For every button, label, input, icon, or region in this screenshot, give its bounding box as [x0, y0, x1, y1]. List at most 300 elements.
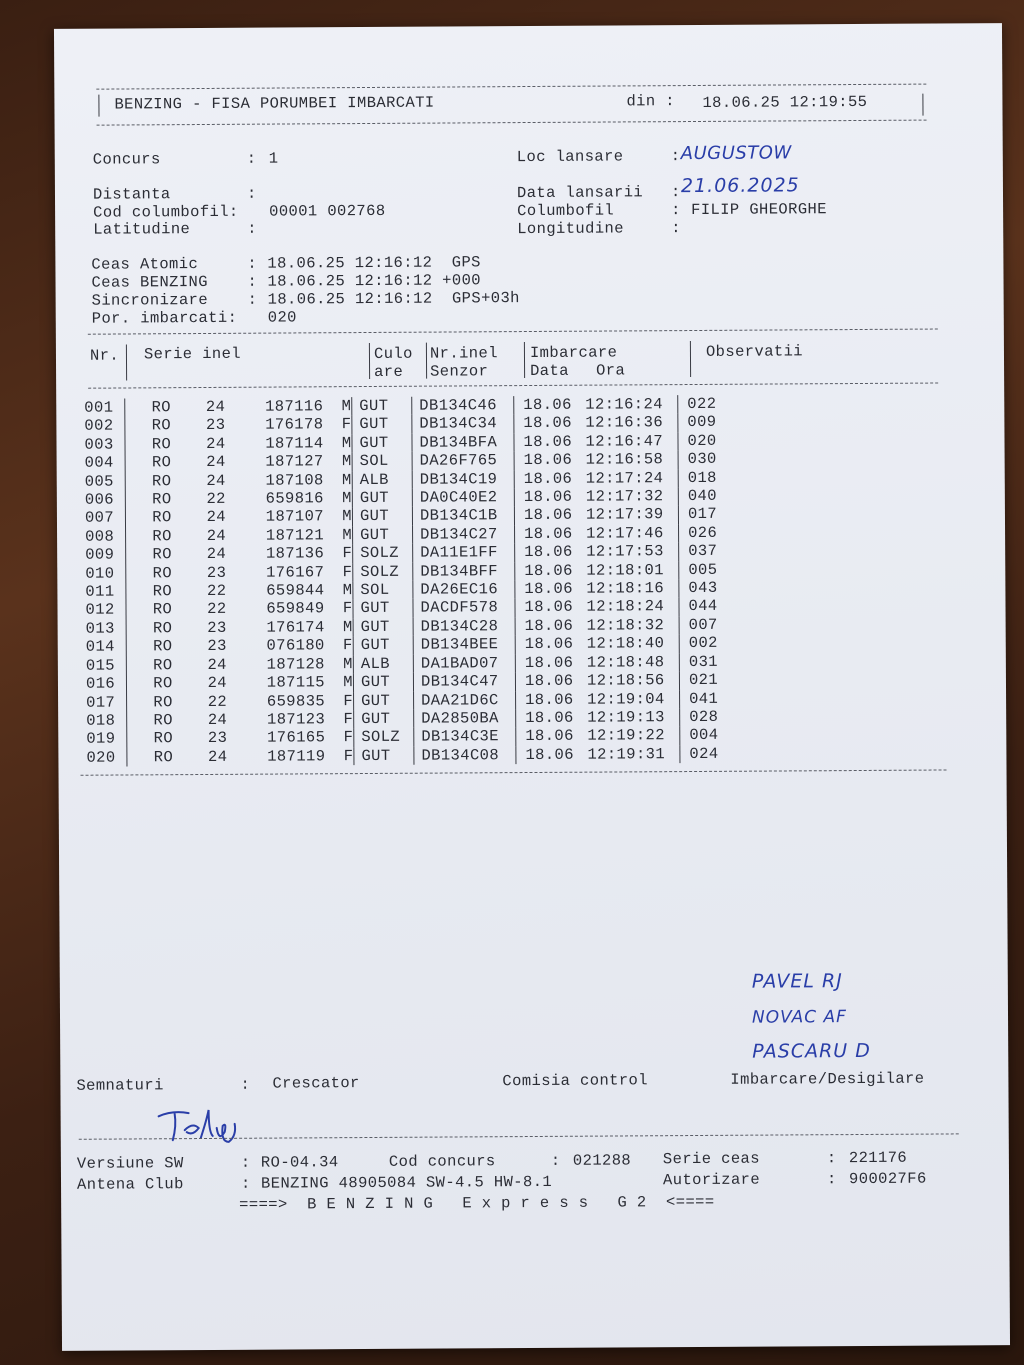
- cell-inel: 187123: [266, 710, 326, 729]
- col-divider-3: [426, 343, 427, 379]
- row-divider: [125, 398, 142, 417]
- cell-sex: M: [341, 433, 352, 452]
- ceas-benzing-label: Ceas BENZING: [91, 272, 208, 292]
- cell-inel: 187107: [265, 507, 325, 527]
- cell-sex: F: [343, 746, 354, 765]
- cod-columbofil-label: Cod columbofil:: [93, 202, 239, 222]
- cell-nr: 019: [86, 729, 116, 749]
- row-divider: [126, 619, 143, 638]
- cell-data: 18.06: [523, 432, 573, 451]
- cell-data: 18.06: [524, 561, 573, 580]
- cell-nr: 002: [84, 416, 114, 436]
- cell-data: 18.06: [524, 579, 573, 599]
- col-data: Data: [530, 361, 569, 381]
- cell-culoare: GUT: [360, 672, 391, 692]
- col-divider-2: [369, 343, 370, 379]
- versiune-value: RO-04.34: [260, 1153, 339, 1172]
- cell-obs: 004: [689, 726, 719, 745]
- cell-obs: 044: [688, 597, 718, 616]
- distanta-label: Distanta: [92, 185, 171, 204]
- cell-an: 23: [207, 729, 228, 748]
- latitudine-label: Latitudine: [93, 220, 191, 239]
- col-imbarcare: Imbarcare: [529, 343, 618, 363]
- cod-concurs-value: 021288: [572, 1151, 632, 1170]
- cell-tara: RO: [152, 527, 172, 546]
- col-ora: Ora: [596, 361, 626, 380]
- cell-sex: M: [342, 507, 353, 526]
- cell-data: 18.06: [523, 395, 572, 415]
- cell-ora: 12:17:46: [586, 524, 664, 543]
- cod-concurs-colon: :: [550, 1151, 561, 1170]
- row-divider: [125, 472, 142, 491]
- row-divider: [126, 527, 143, 546]
- header-bottom-rule: [97, 120, 927, 126]
- pigeon-table: [84, 395, 729, 767]
- cell-data: 18.06: [523, 414, 572, 433]
- cell-nr: 003: [84, 435, 114, 454]
- cell-sex: M: [341, 470, 352, 489]
- autorizare-colon: :: [826, 1170, 837, 1189]
- ceas-benzing-colon: :: [247, 272, 258, 291]
- cell-sex: M: [342, 525, 353, 544]
- cell-culoare: GUT: [360, 525, 390, 544]
- cell-ora: 12:18:24: [586, 597, 665, 617]
- cell-tara: RO: [152, 563, 173, 582]
- cell-ora: 12:16:24: [585, 395, 663, 414]
- cell-data: 18.06: [525, 708, 574, 727]
- semnaturi-label: Semnaturi: [76, 1076, 164, 1095]
- cell-senzor: DB134C19: [419, 469, 498, 489]
- cell-data: 18.06: [524, 598, 574, 617]
- cell-nr: 010: [85, 564, 115, 583]
- cell-inel: 659849: [266, 599, 325, 619]
- cell-sex: F: [343, 709, 354, 729]
- cell-tara: RO: [152, 619, 173, 638]
- cell-ora: 12:16:36: [585, 413, 664, 433]
- table-row: [86, 745, 729, 767]
- cell-senzor: DA0C40E2: [419, 488, 498, 507]
- cell-nr: 018: [86, 711, 116, 730]
- cell-culoare: GUT: [359, 415, 389, 434]
- col-serie: Serie inel: [143, 344, 242, 364]
- cell-tara: RO: [153, 655, 173, 675]
- cell-culoare: SOLZ: [360, 544, 400, 563]
- versiune-label: Versiune SW: [76, 1154, 184, 1173]
- data-lansarii-handwritten: 21.06.2025: [680, 174, 800, 198]
- cell-an: 24: [206, 471, 226, 490]
- cell-senzor: DB134C27: [420, 525, 498, 544]
- row-divider: [125, 417, 142, 436]
- cell-culoare: GUT: [361, 746, 391, 765]
- cell-data: 18.06: [524, 671, 574, 691]
- benzing-banner: ====> B E N Z I N G E x p r e s s G 2 <====: [239, 1192, 715, 1214]
- semnaturi-colon: :: [240, 1075, 251, 1094]
- crescator-signature: [153, 1102, 253, 1153]
- cell-inel: 187136: [265, 544, 325, 563]
- cell-sex: F: [342, 599, 353, 618]
- row-divider: [126, 564, 143, 583]
- cell-ora: 12:18:40: [586, 634, 665, 653]
- cell-an: 24: [206, 526, 227, 545]
- cell-nr: 015: [85, 656, 116, 675]
- cell-culoare: SOL: [360, 580, 390, 600]
- cell-senzor: DA1BAD07: [420, 653, 499, 673]
- cell-an: 23: [205, 416, 226, 435]
- cell-culoare: GUT: [359, 488, 390, 508]
- cell-nr: 004: [84, 453, 114, 472]
- cell-ora: 12:19:13: [587, 708, 665, 727]
- imbarcare-desigilare-label: Imbarcare/Desigilare: [730, 1069, 925, 1089]
- cell-nr: 005: [84, 472, 114, 491]
- cod-columbofil-value: 00001 002768: [269, 201, 386, 221]
- cell-obs: 031: [688, 652, 719, 671]
- cell-tara: RO: [153, 747, 174, 767]
- longitudine-colon: :: [671, 219, 681, 238]
- header-left-bar: [98, 95, 99, 117]
- cell-ora: 12:19:31: [587, 744, 666, 764]
- cell-senzor: DAA21D6C: [421, 690, 499, 710]
- cell-tara: RO: [151, 398, 172, 417]
- cell-tara: RO: [153, 692, 173, 711]
- comisia-label: Comisia control: [502, 1071, 648, 1091]
- col-divider-5: [690, 341, 691, 377]
- cell-nr: 016: [85, 674, 116, 693]
- concurs-value: 1: [268, 149, 279, 168]
- cell-an: 23: [207, 618, 227, 637]
- cell-tara: RO: [152, 508, 172, 527]
- cell-obs: 037: [688, 542, 718, 561]
- cell-an: 23: [207, 637, 227, 656]
- cell-sex: M: [342, 617, 353, 637]
- data-lansarii-label: Data lansarii: [516, 183, 644, 203]
- page-title: BENZING - FISA PORUMBEI IMBARCATI: [114, 93, 435, 114]
- cell-an: 24: [207, 710, 228, 729]
- row-divider: [126, 582, 143, 601]
- cell-obs: 017: [687, 505, 718, 524]
- cell-culoare: ALB: [359, 470, 389, 489]
- col-nrinel-2: Senzor: [430, 362, 489, 381]
- distanta-colon: :: [246, 184, 257, 203]
- cell-inel: 187128: [266, 654, 325, 674]
- ceas-atomic-value: 18.06.25 12:16:12 GPS: [267, 253, 481, 273]
- cell-senzor: DA11E1FF: [420, 543, 498, 562]
- cell-inel: 187127: [265, 452, 324, 471]
- cell-senzor: DB134C3E: [421, 727, 499, 746]
- cell-inel: 176167: [266, 562, 325, 582]
- cell-sex: M: [341, 452, 352, 471]
- sincronizare-label: Sincronizare: [91, 290, 209, 310]
- cell-culoare: SOLZ: [360, 562, 400, 581]
- cell-ora: 12:19:22: [587, 726, 665, 745]
- cell-tara: RO: [153, 729, 174, 748]
- cell-data: 18.06: [523, 469, 573, 488]
- row-divider: [125, 454, 142, 473]
- cell-an: 24: [207, 655, 227, 674]
- col-nr: Nr.: [89, 346, 120, 365]
- cell-sex: M: [342, 581, 353, 600]
- row-divider: [125, 435, 142, 454]
- cell-inel: 187121: [265, 526, 325, 545]
- cell-an: 24: [206, 434, 226, 453]
- serie-ceas-label: Serie ceas: [662, 1149, 760, 1169]
- autorizare-value: 900027F6: [848, 1169, 927, 1189]
- cell-data: 18.06: [524, 524, 573, 543]
- cell-culoare: GUT: [361, 709, 391, 728]
- cell-obs: 007: [688, 615, 718, 634]
- row-divider: [127, 711, 144, 730]
- cell-sex: F: [341, 415, 352, 434]
- cell-obs: 041: [689, 689, 719, 708]
- cell-senzor: DA2850BA: [421, 709, 499, 728]
- data-lansarii-colon: :: [670, 183, 681, 202]
- cell-inel: 176165: [267, 728, 326, 747]
- porumbei-label: Por. imbarcati:: [91, 308, 238, 328]
- loc-lansare-colon: :: [670, 147, 681, 166]
- ceas-atomic-label: Ceas Atomic: [91, 255, 199, 274]
- cell-ora: 12:17:39: [585, 505, 664, 525]
- antena-label: Antena Club: [76, 1175, 184, 1194]
- cell-obs: 028: [689, 707, 719, 726]
- cell-data: 18.06: [525, 745, 574, 764]
- cell-ora: 12:18:01: [586, 560, 664, 580]
- cell-obs: 002: [688, 634, 718, 653]
- cell-ora: 12:19:04: [587, 689, 665, 709]
- cell-data: 18.06: [525, 727, 574, 746]
- cell-inel: 187108: [265, 470, 324, 490]
- cell-obs: 030: [687, 450, 717, 469]
- handwritten-name-2: NOVAC AF: [751, 1007, 847, 1028]
- cell-sex: M: [343, 673, 354, 692]
- row-divider: [126, 601, 143, 620]
- cell-data: 18.06: [523, 450, 573, 470]
- cell-culoare: GUT: [360, 636, 390, 655]
- col-nrinel-1: Nr.inel: [429, 344, 498, 363]
- cell-obs: 009: [687, 413, 717, 432]
- cell-senzor: DB134BFF: [420, 561, 498, 581]
- cell-an: 23: [206, 563, 227, 582]
- cell-nr: 001: [84, 398, 114, 417]
- cell-culoare: GUT: [359, 396, 389, 416]
- printed-sheet: [54, 23, 1010, 1351]
- row-divider: [127, 730, 144, 749]
- cell-ora: 12:17:24: [585, 468, 664, 488]
- row-divider: [126, 546, 143, 565]
- cell-ora: 12:17:53: [586, 542, 664, 561]
- cell-tara: RO: [153, 711, 173, 730]
- antena-value: BENZING 48905084 SW-4.5 HW-8.1: [260, 1172, 553, 1193]
- row-divider: [126, 656, 143, 675]
- cell-an: 24: [205, 397, 226, 416]
- loc-lansare-label: Loc lansare: [516, 147, 624, 167]
- row-divider: [127, 693, 144, 712]
- cell-data: 18.06: [524, 616, 574, 635]
- cell-senzor: DB134BEE: [420, 635, 499, 654]
- concurs-colon: :: [246, 149, 257, 168]
- versiune-colon: :: [240, 1153, 251, 1172]
- cell-senzor: DB134C34: [419, 414, 498, 434]
- cell-tara: RO: [152, 545, 172, 564]
- cell-data: 18.06: [524, 653, 574, 672]
- pigeon-table-body: [84, 395, 729, 767]
- cell-nr: 007: [84, 508, 115, 528]
- cell-sex: F: [342, 544, 353, 563]
- cell-obs: 018: [687, 468, 717, 487]
- cell-sex: F: [342, 636, 353, 655]
- cell-inel: 187115: [266, 673, 326, 692]
- cell-nr: 017: [86, 693, 116, 712]
- cell-inel: 076180: [266, 636, 325, 655]
- cell-obs: 005: [688, 560, 718, 579]
- cell-sex: F: [343, 728, 354, 747]
- col-divider-4: [524, 342, 525, 378]
- cell-inel: 187119: [267, 746, 326, 766]
- crescator-label: Crescator: [272, 1074, 360, 1093]
- cell-an: 24: [207, 673, 228, 693]
- sincronizare-value: 18.06.25 12:16:12 GPS+03h: [267, 289, 520, 309]
- cell-sex: F: [343, 691, 354, 710]
- cell-inel: 659844: [266, 581, 325, 600]
- cell-sex: M: [342, 489, 352, 508]
- sincronizare-colon: :: [247, 290, 258, 309]
- ceas-atomic-colon: :: [247, 254, 258, 273]
- cell-nr: 013: [85, 619, 115, 638]
- cell-inel: 659816: [265, 489, 324, 508]
- cell-tara: RO: [152, 490, 172, 509]
- cell-tara: RO: [152, 582, 173, 601]
- cell-nr: 014: [85, 637, 115, 657]
- cell-culoare: GUT: [361, 691, 391, 710]
- cell-ora: 12:17:32: [585, 487, 664, 506]
- cell-obs: 024: [689, 744, 719, 763]
- cell-nr: 011: [85, 582, 115, 601]
- cell-culoare: GUT: [359, 433, 389, 452]
- cell-an: 22: [206, 489, 226, 509]
- cell-obs: 022: [687, 394, 717, 414]
- cell-senzor: DB134C47: [420, 672, 499, 691]
- col-divider-1: [126, 344, 127, 380]
- cell-an: 24: [206, 508, 227, 527]
- cell-senzor: DA26F765: [419, 451, 498, 470]
- cell-an: 24: [206, 545, 227, 564]
- cell-culoare: GUT: [360, 599, 390, 618]
- cell-culoare: GUT: [359, 507, 390, 526]
- cell-an: 24: [207, 747, 228, 766]
- cell-senzor: DACDF578: [420, 598, 499, 618]
- loc-lansare-handwritten: AUGUSTOW: [680, 142, 792, 165]
- col-culoare-1: Culo: [373, 344, 413, 363]
- table-top-rule: [88, 329, 938, 335]
- cell-nr: 020: [86, 748, 116, 767]
- serie-ceas-value: 221176: [848, 1148, 908, 1168]
- cell-sex: M: [341, 397, 352, 416]
- cell-data: 18.06: [525, 690, 574, 709]
- cell-sex: F: [342, 562, 353, 581]
- antena-colon: :: [240, 1174, 251, 1193]
- cell-senzor: DB134C46: [419, 396, 497, 415]
- cell-obs: 040: [687, 486, 718, 506]
- row-divider: [126, 638, 143, 657]
- cell-obs: 043: [688, 578, 718, 598]
- cell-ora: 12:18:16: [586, 579, 665, 598]
- cell-data: 18.06: [524, 635, 574, 654]
- cell-tara: RO: [152, 600, 173, 619]
- columbofil-value: FILIP GHEORGHE: [691, 200, 827, 220]
- latitudine-colon: :: [247, 219, 257, 238]
- cell-senzor: DB134BFA: [419, 433, 498, 452]
- cell-ora: 12:18:56: [586, 671, 665, 690]
- header-right-bar: [922, 94, 923, 116]
- cell-culoare: ALB: [360, 654, 391, 673]
- row-divider: [126, 674, 143, 693]
- cell-tara: RO: [151, 416, 172, 435]
- cell-nr: 009: [85, 545, 115, 564]
- cell-tara: RO: [151, 471, 172, 490]
- cell-an: 22: [207, 692, 228, 711]
- porumbei-value: 020: [267, 308, 297, 327]
- cell-culoare: SOLZ: [361, 728, 401, 747]
- cell-inel: 176174: [266, 618, 325, 637]
- cell-data: 18.06: [523, 487, 573, 507]
- table-header-rule: [88, 383, 938, 389]
- cell-senzor: DA26EC16: [420, 580, 499, 599]
- row-divider: [125, 490, 142, 509]
- print-date-value: 18.06.25 12:19:55: [702, 92, 868, 112]
- longitudine-label: Longitudine: [517, 219, 624, 239]
- cell-culoare: SOL: [359, 452, 389, 471]
- concurs-label: Concurs: [92, 150, 161, 169]
- cell-obs: 026: [688, 523, 718, 542]
- cell-data: 18.06: [523, 506, 573, 525]
- cell-obs: 020: [687, 431, 717, 450]
- cell-tara: RO: [152, 637, 173, 656]
- cod-concurs-label: Cod concurs: [388, 1152, 496, 1171]
- header-top-rule: [96, 84, 926, 90]
- col-observatii: Observatii: [705, 342, 804, 361]
- cell-ora: 12:16:47: [585, 432, 664, 451]
- ceas-benzing-value: 18.06.25 12:16:12 +000: [267, 271, 482, 291]
- cell-nr: 012: [85, 601, 115, 620]
- cell-tara: RO: [153, 674, 173, 693]
- columbofil-colon: :: [671, 201, 681, 220]
- handwritten-name-1: PAVEL RJ: [751, 970, 843, 993]
- cell-tara: RO: [151, 453, 172, 472]
- table-bottom-rule: [81, 769, 947, 775]
- cell-inel: 187114: [265, 434, 324, 453]
- serie-ceas-colon: :: [826, 1149, 837, 1168]
- cell-tara: RO: [151, 435, 172, 454]
- cell-inel: 659835: [266, 691, 326, 711]
- cell-senzor: DB134C28: [420, 617, 499, 636]
- columbofil-label: Columbofil: [517, 201, 615, 221]
- cell-culoare: GUT: [360, 617, 390, 636]
- cell-data: 18.06: [524, 542, 573, 562]
- handwritten-name-3: PASCARU D: [752, 1039, 871, 1063]
- cell-obs: 021: [688, 670, 719, 690]
- print-date-label: din :: [626, 92, 675, 111]
- row-divider: [127, 748, 144, 767]
- cell-inel: 176178: [265, 415, 324, 435]
- row-divider: [125, 509, 142, 528]
- col-culoare-2: are: [374, 362, 404, 381]
- cell-sex: M: [343, 654, 353, 673]
- cell-ora: 12:18:48: [586, 652, 665, 672]
- autorizare-label: Autorizare: [662, 1170, 761, 1190]
- cell-an: 24: [206, 453, 226, 472]
- cell-ora: 12:16:58: [585, 450, 664, 469]
- cell-inel: 187116: [265, 397, 324, 416]
- cell-nr: 006: [84, 490, 115, 509]
- cell-senzor: DB134C08: [421, 745, 500, 765]
